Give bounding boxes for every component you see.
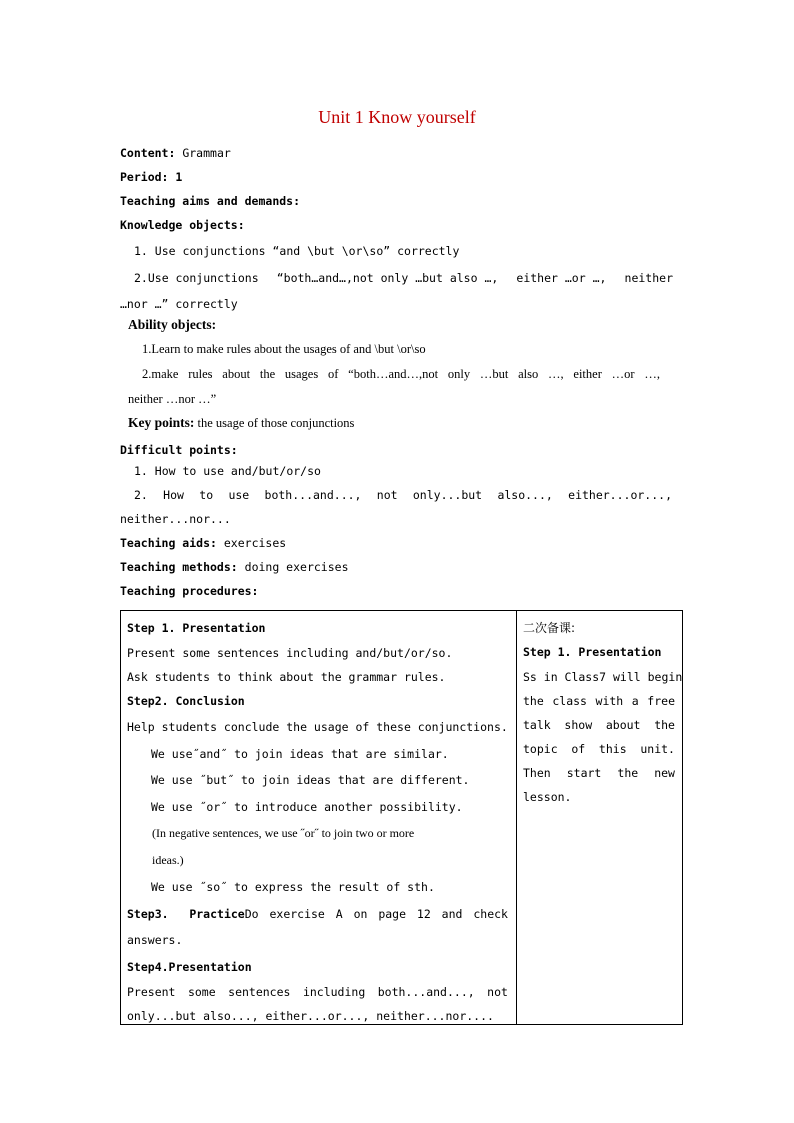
- step2-line-1: Help students conclude the usage of these conjunctions.: [127, 720, 508, 734]
- period-label: Period:: [120, 170, 169, 184]
- step3-word: on: [353, 907, 368, 921]
- difficult-word: 2.: [134, 488, 148, 502]
- right-step1-heading: Step 1. Presentation: [523, 645, 662, 659]
- aids-value: exercises: [223, 536, 287, 550]
- ability-word: rules: [188, 367, 213, 381]
- rule-but: We use ˝but˝ to join ideas that are different.: [151, 773, 470, 787]
- step1-line-2: Ask students to think about the grammar rules.: [127, 670, 446, 684]
- note-label: 二次备课:: [523, 621, 576, 635]
- right-line-4: [523, 742, 675, 756]
- procedures-heading: Teaching procedures:: [120, 584, 259, 598]
- key-points-value: the usage of those conjunctions: [197, 416, 355, 430]
- ability-word: …,: [548, 367, 564, 381]
- step4-word: not: [487, 985, 508, 999]
- ability-word: 2.make: [142, 367, 179, 381]
- methods-line: [120, 560, 349, 574]
- methods-label: Teaching methods:: [120, 560, 238, 574]
- difficult-word: not: [376, 488, 398, 502]
- right-word: the: [654, 718, 675, 732]
- ability-word: of: [327, 367, 339, 381]
- step4-heading: Step4.Presentation: [127, 960, 252, 974]
- ability-word: usages: [284, 367, 319, 381]
- right-word: the: [523, 694, 544, 708]
- step3-label: Step3.: [127, 907, 169, 921]
- step3-word: check: [473, 907, 508, 921]
- step1-line-1: Present some sentences including and/but/or/so.: [127, 646, 453, 660]
- right-line-1: Ss in Class7 will begin: [523, 670, 683, 684]
- ability-word: the: [259, 367, 276, 381]
- right-word: this: [598, 742, 627, 756]
- rule-so: We use ˝so˝ to express the result of sth.: [151, 880, 435, 894]
- knowledge-item-2-part: 2.Use conjunctions: [134, 271, 259, 285]
- right-word: free: [647, 694, 675, 708]
- step4-word: Present: [127, 985, 176, 999]
- difficult-word: How: [163, 488, 184, 502]
- difficult-word: either...or...,: [568, 488, 672, 502]
- ability-word: about: [222, 367, 251, 381]
- aids-label: Teaching aids:: [120, 536, 217, 550]
- step4-line-1: [127, 985, 508, 999]
- difficult-word: also...,: [497, 488, 553, 502]
- content-value: Grammar: [182, 146, 231, 160]
- key-points-label: Key points:: [128, 415, 195, 430]
- knowledge-heading: Knowledge objects:: [120, 218, 245, 232]
- ability-word: …,: [644, 367, 660, 381]
- page-title: Unit 1 Know yourself: [318, 107, 476, 127]
- knowledge-item-2-cont: …nor …” correctly: [120, 297, 238, 311]
- rule-and: We use˝and˝ to join ideas that are similar.: [151, 747, 449, 761]
- key-points-line: [128, 415, 354, 431]
- ability-word: either: [573, 367, 602, 381]
- step3-word: Do: [244, 907, 259, 921]
- step4-line-2: only...but also..., either...or..., neither...nor....: [127, 1009, 494, 1023]
- difficult-word: only...but: [412, 488, 483, 502]
- difficult-item-1: 1. How to use and/but/or/so: [134, 464, 321, 478]
- content-line: [120, 146, 231, 160]
- content-label: Content:: [120, 146, 176, 160]
- step1-heading: Step 1. Presentation: [127, 621, 266, 635]
- step4-word: sentences: [228, 985, 291, 999]
- difficult-heading: Difficult points:: [120, 443, 238, 457]
- aims-heading: Teaching aims and demands:: [120, 194, 301, 208]
- ability-item-1: 1.Learn to make rules about the usages of and \but \or\so: [142, 342, 426, 356]
- right-line-6: lesson.: [523, 790, 572, 804]
- step3-line-2: answers.: [127, 933, 183, 947]
- step4-word: some: [187, 985, 216, 999]
- step3-line-1: [127, 907, 508, 921]
- ability-word: “both…and…,not: [348, 367, 439, 381]
- ability-word: also: [518, 367, 539, 381]
- methods-value: doing exercises: [244, 560, 349, 574]
- step4-word: including: [302, 985, 366, 999]
- ability-heading: Ability objects:: [128, 317, 217, 332]
- rule-or: We use ˝or˝ to introduce another possibility.: [151, 800, 463, 814]
- ability-item-2-cont: neither …nor …”: [128, 392, 217, 406]
- knowledge-item-1: 1. Use conjunctions “and \but \or\so” correctly: [134, 244, 460, 258]
- step3-heading: [127, 907, 259, 921]
- right-word: about: [605, 718, 641, 732]
- step3-practice: Practice: [189, 907, 245, 921]
- rule-negative-line-2: ideas.): [152, 853, 184, 867]
- difficult-word: both...and...,: [264, 488, 362, 502]
- step3-word: 12: [416, 907, 431, 921]
- aids-line: [120, 536, 286, 550]
- difficult-word: use: [228, 488, 250, 502]
- period-value: 1: [175, 170, 183, 184]
- step2-heading: Step2. Conclusion: [127, 694, 245, 708]
- right-word: Then: [523, 766, 551, 780]
- difficult-item-2-cont: neither...nor...: [120, 512, 231, 526]
- step3-word: exercise: [269, 907, 325, 921]
- right-word: of: [571, 742, 586, 756]
- procedures-right-cell: [517, 611, 683, 1025]
- procedures-table: [120, 610, 683, 1025]
- ability-word: only: [447, 367, 471, 381]
- right-line-5: [523, 766, 675, 780]
- step3-word: page: [378, 907, 407, 921]
- right-word: talk: [523, 718, 551, 732]
- knowledge-item-2-part: neither: [624, 271, 673, 285]
- right-word: start: [566, 766, 602, 780]
- right-word: topic: [523, 742, 558, 756]
- rule-negative-line-1: (In negative sentences, we use ˝or˝ to join two or more: [152, 826, 415, 840]
- difficult-item-2: [134, 488, 672, 502]
- right-word: new: [654, 766, 675, 780]
- right-word: class: [552, 694, 587, 708]
- step4-word: both...and...,: [377, 985, 475, 999]
- step3-word: A: [335, 907, 343, 921]
- difficult-word: to: [199, 488, 214, 502]
- right-word: unit.: [640, 742, 675, 756]
- right-word: the: [617, 766, 639, 780]
- knowledge-item-2-part: “both…and…,not only …but also …,: [276, 271, 499, 285]
- ability-word: …but: [479, 367, 509, 381]
- right-line-3: [523, 718, 675, 732]
- ability-word: …or: [611, 367, 635, 381]
- right-word: a: [631, 694, 639, 708]
- ability-item-2: [142, 367, 660, 382]
- knowledge-item-2: [134, 271, 673, 285]
- period-line: [120, 170, 182, 184]
- right-line-2: [523, 694, 675, 708]
- knowledge-item-2-part: either …or …,: [516, 271, 607, 285]
- right-word: with: [595, 694, 624, 708]
- procedures-left-cell: [121, 611, 517, 1025]
- right-word: show: [564, 718, 593, 732]
- step3-word: and: [441, 907, 463, 921]
